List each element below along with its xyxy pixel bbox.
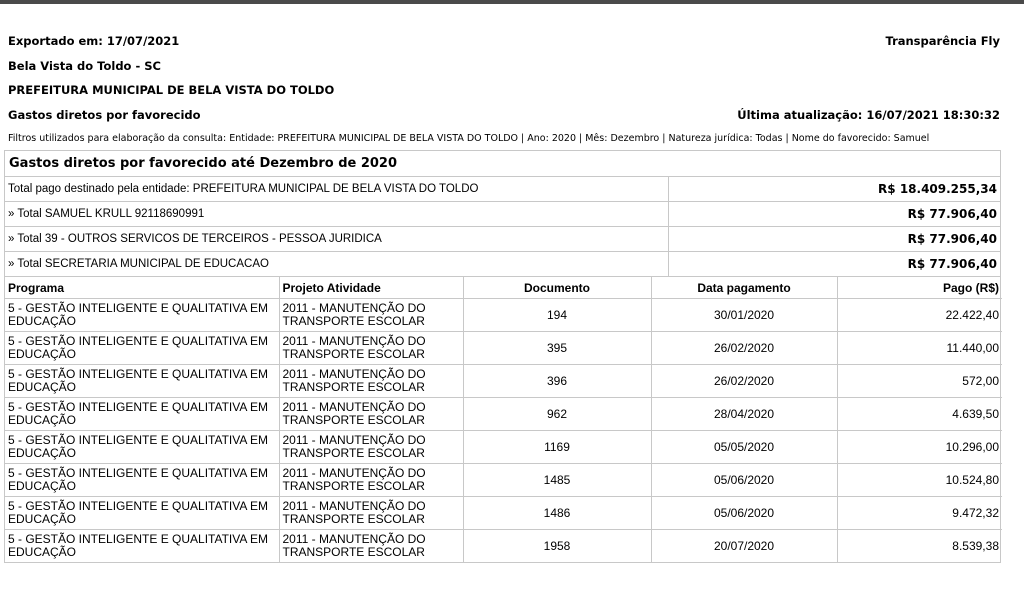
cell-programa: 5 - GESTÃO INTELIGENTE E QUALITATIVA EM EDUCAÇÃO (5, 299, 279, 332)
cell-pago: 22.422,40 (837, 299, 1002, 332)
brand-name: Transparência Fly (885, 34, 1000, 48)
cell-pago: 10.296,00 (837, 431, 1002, 464)
cell-pago: 9.472,32 (837, 497, 1002, 530)
cell-projeto: 2011 - MANUTENÇÃO DO TRANSPORTE ESCOLAR (279, 431, 463, 464)
cell-data: 26/02/2020 (651, 332, 837, 365)
report-name: Gastos diretos por favorecido (8, 108, 201, 122)
cell-projeto: 2011 - MANUTENÇÃO DO TRANSPORTE ESCOLAR (279, 365, 463, 398)
total-row (5, 227, 1000, 252)
total-value: R$ 77.906,40 (907, 207, 997, 221)
cell-pago: 10.524,80 (837, 464, 1002, 497)
cell-programa: 5 - GESTÃO INTELIGENTE E QUALITATIVA EM EDUCAÇÃO (5, 497, 279, 530)
cell-documento: 1958 (463, 530, 651, 563)
col-header-programa: Programa (5, 277, 279, 299)
cell-data: 20/07/2020 (651, 530, 837, 563)
col-header-documento: Documento (463, 277, 651, 299)
table-row (5, 398, 1002, 431)
total-value: R$ 77.906,40 (907, 232, 997, 246)
cell-projeto: 2011 - MANUTENÇÃO DO TRANSPORTE ESCOLAR (279, 332, 463, 365)
payments-table (5, 277, 1002, 562)
table-row (5, 332, 1002, 365)
table-row (5, 497, 1002, 530)
cell-data: 30/01/2020 (651, 299, 837, 332)
cell-pago: 4.639,50 (837, 398, 1002, 431)
cell-programa: 5 - GESTÃO INTELIGENTE E QUALITATIVA EM EDUCAÇÃO (5, 431, 279, 464)
table-row (5, 431, 1002, 464)
export-date: Exportado em: 17/07/2021 (8, 34, 180, 48)
report-box (4, 150, 1001, 563)
cell-documento: 1485 (463, 464, 651, 497)
total-label: » Total 39 - OUTROS SERVICOS DE TERCEIROS - PESSOA JURIDICA (5, 227, 669, 251)
last-update: Última atualização: 16/07/2021 18:30:32 (737, 108, 1000, 122)
total-label: » Total SECRETARIA MUNICIPAL DE EDUCACAO (5, 252, 669, 276)
cell-documento: 396 (463, 365, 651, 398)
cell-documento: 962 (463, 398, 651, 431)
cell-programa: 5 - GESTÃO INTELIGENTE E QUALITATIVA EM EDUCAÇÃO (5, 332, 279, 365)
cell-programa: 5 - GESTÃO INTELIGENTE E QUALITATIVA EM EDUCAÇÃO (5, 464, 279, 497)
cell-programa: 5 - GESTÃO INTELIGENTE E QUALITATIVA EM EDUCAÇÃO (5, 365, 279, 398)
total-value: R$ 18.409.255,34 (878, 182, 997, 196)
total-row (5, 177, 1000, 202)
col-header-pago: Pago (R$) (837, 277, 1002, 299)
cell-projeto: 2011 - MANUTENÇÃO DO TRANSPORTE ESCOLAR (279, 464, 463, 497)
cell-documento: 1486 (463, 497, 651, 530)
cell-pago: 572,00 (837, 365, 1002, 398)
cell-documento: 1169 (463, 431, 651, 464)
report-title: Gastos diretos por favorecido até Dezembro de 2020 (5, 151, 1000, 177)
cell-documento: 194 (463, 299, 651, 332)
cell-projeto: 2011 - MANUTENÇÃO DO TRANSPORTE ESCOLAR (279, 398, 463, 431)
cell-data: 26/02/2020 (651, 365, 837, 398)
cell-data: 05/05/2020 (651, 431, 837, 464)
cell-projeto: 2011 - MANUTENÇÃO DO TRANSPORTE ESCOLAR (279, 299, 463, 332)
cell-programa: 5 - GESTÃO INTELIGENTE E QUALITATIVA EM EDUCAÇÃO (5, 398, 279, 431)
cell-pago: 8.539,38 (837, 530, 1002, 563)
cell-programa: 5 - GESTÃO INTELIGENTE E QUALITATIVA EM EDUCAÇÃO (5, 530, 279, 563)
cell-documento: 395 (463, 332, 651, 365)
top-border (0, 0, 1024, 4)
table-header-row (5, 277, 1002, 299)
total-row (5, 202, 1000, 227)
total-row (5, 252, 1000, 277)
total-label: Total pago destinado pela entidade: PREFEITURA MUNICIPAL DE BELA VISTA DO TOLDO (5, 177, 669, 201)
cell-pago: 11.440,00 (837, 332, 1002, 365)
col-header-data: Data pagamento (651, 277, 837, 299)
cell-projeto: 2011 - MANUTENÇÃO DO TRANSPORTE ESCOLAR (279, 530, 463, 563)
city-name: Bela Vista do Toldo - SC (8, 59, 161, 73)
col-header-projeto: Projeto Atividade (279, 277, 463, 299)
table-row (5, 299, 1002, 332)
entity-name: PREFEITURA MUNICIPAL DE BELA VISTA DO TOLDO (8, 83, 335, 97)
cell-projeto: 2011 - MANUTENÇÃO DO TRANSPORTE ESCOLAR (279, 497, 463, 530)
filters-text: Filtros utilizados para elaboração da consulta: Entidade: PREFEITURA MUNICIPAL DE BELA VISTA DO TOLDO | Ano: 2020 | Mês: Dezembro | Natureza jurídica: Todas | Nome do favorecido: Samuel (8, 133, 930, 144)
cell-data: 05/06/2020 (651, 497, 837, 530)
total-value: R$ 77.906,40 (907, 257, 997, 271)
total-label: » Total SAMUEL KRULL 92118690991 (5, 202, 669, 226)
table-row (5, 530, 1002, 563)
table-row (5, 365, 1002, 398)
cell-data: 05/06/2020 (651, 464, 837, 497)
cell-data: 28/04/2020 (651, 398, 837, 431)
table-row (5, 464, 1002, 497)
